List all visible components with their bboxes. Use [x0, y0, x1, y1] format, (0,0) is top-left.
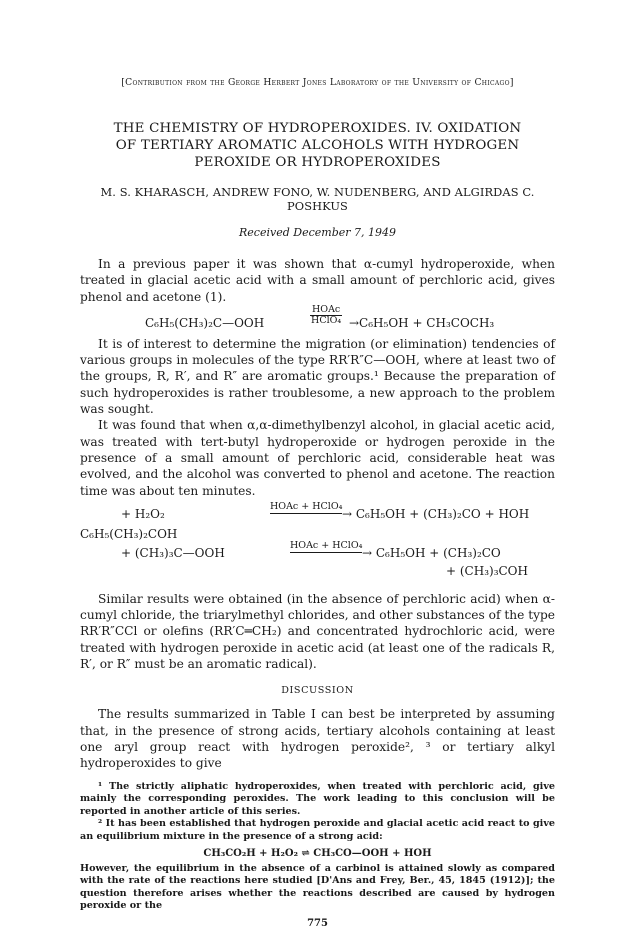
equation-2-reagent-1: + H₂O₂	[121, 506, 165, 521]
article-title	[80, 120, 555, 171]
catalyst-bottom: HClO₄	[311, 314, 342, 326]
equation-2-arrow-label-2: HOAc + HClO₄	[290, 539, 363, 551]
title-line-2: OF TERTIARY AROMATIC ALCOHOLS WITH HYDROGEN	[115, 138, 520, 153]
equation-1-catalyst	[310, 305, 342, 326]
equation-2	[80, 501, 555, 591]
footnote-1: ¹ The strictly aliphatic hydroperoxides, when treated with perchloric acid, give mainly the corresponding peroxides. The work leading to this conclusion will be reported in another article of this series.	[80, 780, 555, 817]
paragraph-1: In a previous paper it was shown that α-cumyl hydroperoxide, when treated in glacial acetic acid with a small amount of perchloric acid, gives phenol and acetone (1).	[80, 257, 555, 304]
title-line-1: THE CHEMISTRY OF HYDROPEROXIDES. IV. OXIDATION	[113, 121, 522, 136]
contribution-header: [Contribution from the George Herbert Jones Laboratory of the University of Chicago]	[121, 77, 514, 88]
author-list: M. S. KHARASCH, ANDREW FONO, W. NUDENBERG, AND ALGIRDAS C. POSHKUS	[100, 185, 535, 213]
section-heading: DISCUSSION	[281, 685, 354, 697]
paragraph-5: The results summarized in Table I can best be interpreted by assuming that, in the presence of strong acids, tertiary alcohols containing at least one aryl group react with hydrogen peroxide², ³ or tertiary alkyl hydroperoxides to give	[80, 707, 555, 771]
page-number: 775	[307, 917, 328, 929]
paragraph-4: Similar results were obtained (in the absence of perchloric acid) when α-cumyl chloride, the triarylmethyl chlorides, and other substances of the type RR′R″CCl or olefins (RR′C═CH₂) and concentrated hydrochloric acid, were treated with hydrogen peroxide in acetic acid (at least one of the radicals R, R′, or R″ must be an aromatic radical).	[80, 591, 555, 672]
footnote-equation: CH₃CO₂H + H₂O₂ ⇌ CH₃CO—OOH + HOH	[203, 847, 432, 859]
equation-2-reagent-2: + (CH₃)₃C—OOH	[121, 545, 225, 560]
equation-1-right: →C₆H₅OH + CH₃COCH₃	[349, 315, 495, 330]
equation-1-left: C₆H₅(CH₃)₂C—OOH	[145, 315, 265, 330]
footnote-2-continued: However, the equilibrium in the absence of a carbinol is attained slowly as compared with the rate of the reactions here studied [D'Ans and Frey, Ber., 45, 1845 (1912)]; the question therefore arises whether the reactions described are caused by hydrogen peroxide or the	[80, 862, 555, 912]
equation-2-product-2: → C₆H₅OH + (CH₃)₂CO	[362, 545, 501, 560]
footnote-2: ² It has been established that hydrogen peroxide and glacial acetic acid react to give an equilibrium mixture in the presence of a strong acid:	[80, 818, 555, 842]
journal-page	[80, 76, 555, 929]
equation-1	[80, 303, 555, 336]
equation-2-product-1: → C₆H₅OH + (CH₃)₂CO + HOH	[342, 506, 530, 521]
received-date: Received December 7, 1949	[239, 226, 396, 239]
catalyst-top: HOAc	[312, 303, 341, 315]
equation-2-substrate: C₆H₅(CH₃)₂COH	[80, 526, 178, 541]
paragraph-2: It is of interest to determine the migration (or elimination) tendencies of various groups in molecules of the type RR′R″C—OOH, where at least two of the groups, R, R′, and R″ are aromatic groups.¹ Because the preparation of such hydroperoxides is rather troublesome, a new approach to the problem was sought.	[80, 336, 555, 417]
equation-2-arrow-label-1: HOAc + HClO₄	[270, 500, 343, 512]
paragraph-3: It was found that when α,α-dimethylbenzyl alcohol, in glacial acetic acid, was treated with tert-butyl hydroperoxide or hydrogen peroxide in the presence of a small amount of perchloric acid, considerable heat was evolved, and the alcohol was converted to phenol and acetone. The reaction time was about ten minutes.	[80, 418, 555, 498]
equation-2-product-2b: + (CH₃)₃COH	[446, 563, 528, 578]
title-line-3: PEROXIDE OR HYDROPEROXIDES	[194, 155, 441, 170]
